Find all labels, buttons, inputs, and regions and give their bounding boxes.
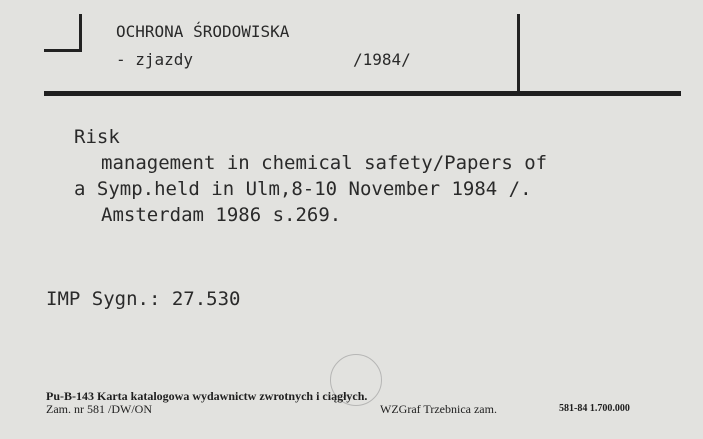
entry-line-4: Amsterdam 1986 s.269. <box>101 204 342 226</box>
header-divider-vertical <box>517 14 520 94</box>
footer-order-left: Zam. nr 581 /DW/ON <box>46 402 152 416</box>
footer-order-printer: WZGraf Trzebnica zam. <box>380 402 497 416</box>
shelf-signature: IMP Sygn.: 27.530 <box>46 288 241 310</box>
footer-order-right: 581-84 1.700.000 <box>559 403 630 414</box>
corner-mark-horizontal <box>44 49 82 52</box>
entry-line-1: Risk <box>74 126 120 148</box>
subject-year: /1984/ <box>353 50 411 69</box>
header-divider-horizontal <box>44 91 681 96</box>
subject-subheading: - zjazdy <box>116 50 194 69</box>
corner-mark-vertical <box>79 14 82 52</box>
subject-heading: OCHRONA ŚRODOWISKA <box>116 22 290 41</box>
footer-form-title: Pu-B-143 Karta katalogowa wydawnictw zwrotnych i ciągłych. <box>46 389 368 403</box>
entry-line-3: a Symp.held in Ulm,8-10 November 1984 /. <box>74 178 532 200</box>
entry-line-2: management in chemical safety/Papers of <box>101 152 548 174</box>
